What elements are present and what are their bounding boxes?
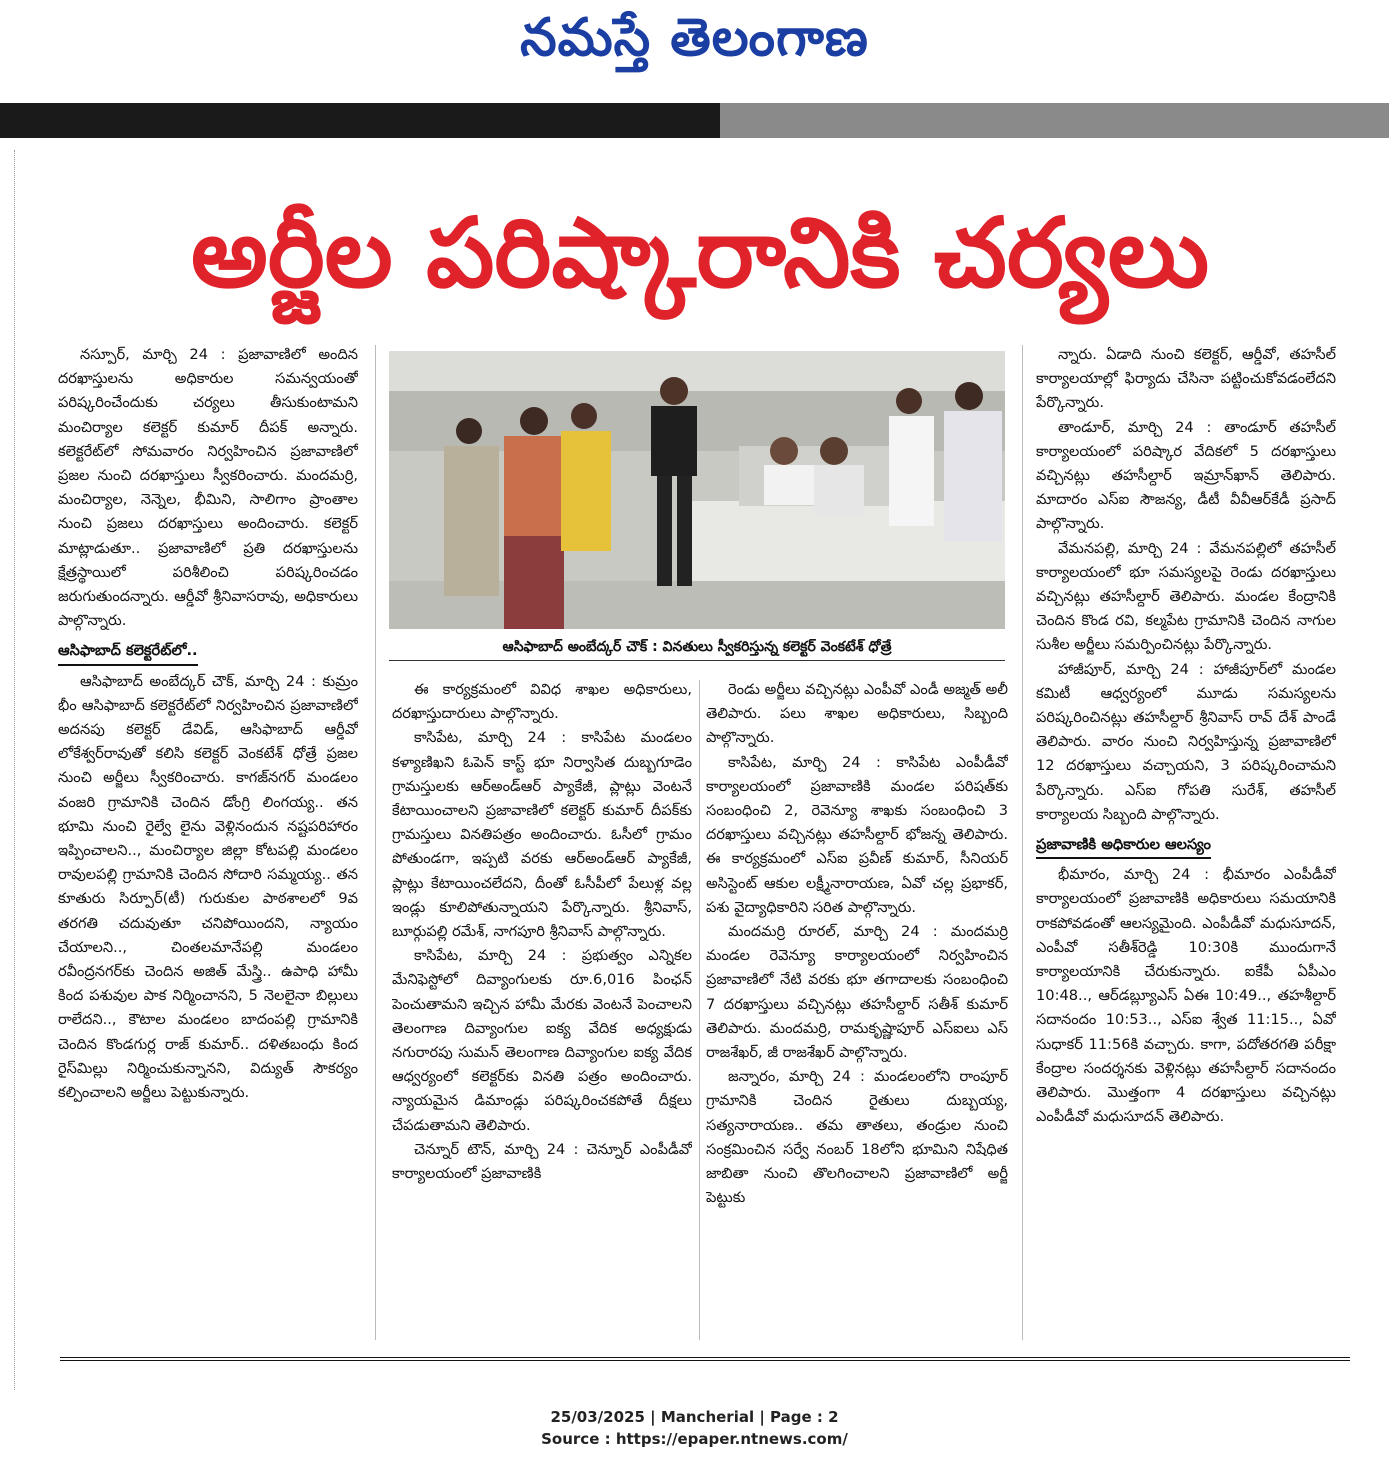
headline: అర్జీల పరిష్కారానికి చర్యలు [190,197,1210,309]
photo-illustration [389,351,1005,629]
paragraph: వేమనపల్లి, మార్చి 24 : వేమనపల్లిలో తహసీల్ కార్యాలయంలో భూ సమస్యలపై రెండు దరఖాస్తులు వచ్చినట్లు తహసీల్దార్ తెలిపారు. మండల కేంద్రానికి చెందిన కొండ రవి, కల్మపేట గ్రామానికి చెందిన నాగుల సుశీల అర్జీలు సమర్పించినట్లు పేర్కొన్నారు. [1036,539,1336,654]
paragraph: ఆసిఫాబాద్ అంబేద్కర్ చౌక్, మార్చి 24 : కుమ్రం భీం ఆసిఫాబాద్ కలెక్టరేట్‌లో నిర్వహించిన ప్రజావాణిలో అదనపు కలెక్టర్ డేవిడ్, ఆసిఫాబాద్ ఆర్డీవో లోకేశ్వర్‌రావుతో కలిసి కలెక్టర్ వెంకటేశ్ ధోత్రే ప్రజల నుంచి అర్జీలు స్వీకరించారు. కాగజ్‌నగర్ మండలం వంజరి గ్రామానికి చెందిన డోంగ్రి లింగయ్య.. తన భూమి నుంచి రైల్వే లైను వెళ్లినందున నష్టపరిహారం ఇప్పించాలని.., మంచిర్యాల జిల్లా కోటపల్లి మండలం రావులపల్లి గ్రామానికి చెందిన సోదారి సమ్మయ్య.. తన కూతురు సిర్పూర్(టీ) గురుకుల పాఠశాలలో 9వ తరగతి చదువుతూ చనిపోయిందని, న్యాయం చేయాలని.., చింతలమానేపల్లి మండలం రవీంద్రనగర్‌కు చెందిన అజిత్ మేస్త్రి.. ఉపాధి హామీ కింద పశువుల పాక నిర్మించానని, 5 నెలలైనా బిల్లులు రాలేదని.., కౌటాల మండలం బాదంపల్లి గ్రామానికి చెందిన కొండగుర్ల రాజ్ కుమార్.. దళితబంధు కింద రైస్‌మిల్లు నిర్మించుకున్నానని, విద్యుత్ సౌకర్యం కల్పించాలని అర్జీలు పెట్టుకున్నారు. [58,672,358,1102]
article-column-4 [1036,343,1336,1338]
paragraph: చెన్నూర్ టౌన్, మార్చి 24 : చెన్నూర్ ఎంపీడీవో కార్యాలయంలో ప్రజావాణికి [392,1140,692,1183]
footer-date-edition: 25/03/2025 | Mancherial | Page : 2 [550,1408,839,1426]
newspaper-logo: నమస్తే తెలంగాణ [520,8,869,68]
photo-caption: ఆసిఫాబాద్ అంబేద్కర్ చౌక్ : వినతులు స్వీకరిస్తున్న కలెక్టర్ వెంకటేశ్ ధోత్రే [389,634,1005,661]
paragraph: ఈ కార్యక్రమంలో వివిధ శాఖల అధికారులు, దరఖాస్తుదారులు పాల్గొన్నారు. [392,681,692,723]
paragraph: న్నారు. ఏడాది నుంచి కలెక్టర్, ఆర్డీవో, తహసీల్ కార్యాలయాల్లో ఫిర్యాదు చేసినా పట్టించుకోవడంలేదని పేర్కొన్నారు. [1036,346,1336,412]
paragraph: జన్నారం, మార్చి 24 : మండలంలోని రాంపూర్ గ్రామానికి చెందిన రైతులు దుబ్బయ్య, సత్యనారాయణ.. తమ తాతలు, తండ్రుల నుంచి సంక్రమించిన సర్వే నంబర్ 18లోని భూమిని నిషేధిత జాబితా నుంచి తొలగించాలని ప్రజావాణిలో అర్జీ పెట్టుకు [706,1068,1008,1207]
column-divider [699,680,700,1340]
footer-source-link[interactable]: Source : https://epaper.ntnews.com/ [541,1430,848,1448]
left-margin-strip [0,150,15,1390]
header-bar-dark [0,103,720,138]
article-column-3 [706,678,1008,1338]
news-photo [389,351,1005,629]
paragraph: మందమర్రి రూరల్, మార్చి 24 : మందమర్రి మండల రెవెన్యూ కార్యాలయంలో నిర్వహించిన ప్రజావాణిలో నేటి వరకు భూ తగాదాలకు సంబంధించి 7 దరఖాస్తులు వచ్చినట్లు తహసీల్దార్ సతీశ్ కుమార్ తెలిపారు. మందమర్రి, రామకృష్ణాపూర్ ఎస్ఐలు ఎస్ రాజశేఖర్, జీ రాజశేఖర్ పాల్గొన్నారు. [706,923,1008,1062]
masthead [0,0,1389,100]
paragraph: కాసిపేట, మార్చి 24 : ప్రభుత్వం ఎన్నికల మేనిఫెస్టోలో దివ్యాంగులకు రూ.6,016 పింఛన్ పెంచుతామని ఇచ్చిన హామీ మేరకు వెంటనే పెంచాలని తెలంగాణ దివ్యాంగుల ఐక్య వేదిక అధ్యక్షుడు నగురారపు సుమన్ తెలంగాణ దివ్యాంగుల ఐక్య వేదిక ఆధ్వర్యంలో కలెక్టర్‌కు వినతి పత్రం అందించారు. న్యాయమైన డిమాండ్లు పరిష్కరించకపోతే దీక్షలు చేపడుతామని తెలిపారు. [392,947,692,1134]
paragraph: తాండూర్, మార్చి 24 : తాండూర్ తహసీల్ కార్యాలయంలో పరిష్కార వేదికలో 5 దరఖాస్తులు వచ్చినట్లు తహసీల్దార్ ఇమ్రాన్‌ఖాన్ తెలిపారు. మాదారం ఎస్ఐ సౌజన్య, డీటీ వీవీఆర్‌కేడీ ప్రసాద్ పాల్గొన్నారు. [1036,418,1336,533]
paragraph: నస్పూర్, మార్చి 24 : ప్రజావాణిలో అందిన దరఖాస్తులను అధికారుల సమన్వయంతో పరిష్కరించేందుకు చర్యలు తీసుకుంటామని మంచిర్యాల కలెక్టర్ కుమార్ దీపక్ అన్నారు. కలెక్టరేట్‌లో సోమవారం నిర్వహించిన ప్రజావాణిలో ప్రజల నుంచి దరఖాస్తులు స్వీకరించారు. మందమర్రి, మంచిర్యాల, నెన్నెల, భీమిని, సాలిగాం ప్రాంతాల నుంచి ప్రజలు దరఖాస్తులు అందించారు. కలెక్టర్ మాట్లాడుతూ.. ప్రజావాణిలో ప్రతి దరఖాస్తులను క్షేత్రస్థాయిలో పరిశీలించి పరిష్కరించడం జరుగుతుందన్నారు. ఆర్డీవో శ్రీనివాసరావు, అధికారులు పాల్గొన్నారు. [58,346,358,630]
paragraph: రెండు అర్జీలు వచ్చినట్లు ఎంపీవో ఎండీ అజ్మత్ అలీ తెలిపారు. పలు శాఖల అధికారులు, సిబ్బంది పాల్గొన్నారు. [706,681,1008,747]
page-footer [0,1406,1389,1450]
header-bar-grey [720,103,1389,138]
article-column-2 [392,678,692,1338]
column-divider [375,345,376,1340]
column-divider [1022,345,1023,1340]
paragraph: కాసిపేట, మార్చి 24 : కాసిపేట మండలం కళ్యాణిఖని ఓపెన్ కాస్ట్ భూ నిర్వాసిత దుబ్బగూడెం గ్రామస్తులకు ఆర్‌అండ్‌ఆర్ ప్యాకేజీ, ప్లాట్లు వెంటనే కేటాయించాలని ప్రజావాణిలో కలెక్టర్ కుమార్ దీపక్‌కు గ్రామస్తులు వినతిపత్రం అందించారు. ఓసీలో గ్రామం పోతుండగా, ఇప్పటి వరకు ఆర్‌అండ్‌ఆర్ ప్యాకేజీ, ప్లాట్లు కేటాయించలేదని, దీంతో ఓసీపీలో పేలుళ్ల వల్ల ఇండ్లు కూలిపోతున్నాయని పేర్కొన్నారు. శ్రీనివాస్, బూర్గుపల్లి రమేశ్, నాగపూరి శ్రీనివాస్ పాల్గొన్నారు. [392,729,692,941]
paragraph: హాజీపూర్, మార్చి 24 : హాజీపూర్‌లో మండల కమిటీ ఆధ్వర్యంలో మూడు సమస్యలను పరిష్కరించినట్లు తహసీల్దార్ శ్రీనివాస్ రావ్ దేశ్ పాండే తెలిపారు. వారం నుంచి నిర్వహిస్తున్న ప్రజావాణిలో 12 దరఖాస్తులు వచ్చాయని, 3 పరిష్కరించామని పేర్కొన్నారు. ఎస్ఐ గోపతి సురేశ్, తహసీల్ కార్యాలయ సిబ్బంది పాల్గొన్నారు. [1036,660,1336,823]
subheading: ప్రజావాణికి అధికారుల ఆలస్యం [1036,833,1211,859]
article-column-1 [58,343,358,1338]
paragraph: కాసిపేట, మార్చి 24 : కాసిపేట ఎంపీడీవో కార్యాలయంలో ప్రజావాణికి మండల పరిషత్‌కు సంబంధించి 2, రెవెన్యూ శాఖకు సంబంధించి 3 దరఖాస్తులు వచ్చినట్లు తహసీల్దార్ భోజన్న తెలిపారు. ఈ కార్యక్రమంలో ఎస్ఐ ప్రవీణ్ కుమార్, సీనియర్ అసిస్టెంట్ ఆకుల లక్ష్మీనారాయణ, ఏవో చల్ల ప్రభాకర్, పశు వైద్యాధికారిని సరిత పాల్గొన్నారు. [706,753,1008,916]
subheading: ఆసిఫాబాద్ కలెక్టరేట్‌లో.. [58,639,198,665]
paragraph: భీమారం, మార్చి 24 : భీమారం ఎంపీడీవో కార్యాలయంలో ప్రజావాణికి అధికారులు సమయానికి రాకపోవడంతో ఆలస్యమైంది. ఎంపీడీవో మధుసూదన్, ఎంపీవో సతీశ్‌రెడ్డి 10:30కి ముందుగానే కార్యాలయానికి చేరుకున్నారు. ఐకేపీ ఏపీఎం 10:48.., ఆర్‌డబ్ల్యూఎస్ ఏఈ 10:49.., తహశీల్దార్ సదానందం 10:53.., ఎస్ఐ శ్వేత 11:15.., ఏవో సుధాకర్ 11:56కి వచ్చారు. కాగా, పదోతరగతి పరీక్షా కేంద్రాల సందర్శనకు వెళ్లినట్లు తహసీల్దార్ సదానందం తెలిపారు. మొత్తంగా 4 దరఖాస్తులు వచ్చినట్లు ఎంపీడీవో మధుసూదన్ తెలిపారు. [1036,866,1336,1126]
bottom-rule [60,1357,1350,1361]
